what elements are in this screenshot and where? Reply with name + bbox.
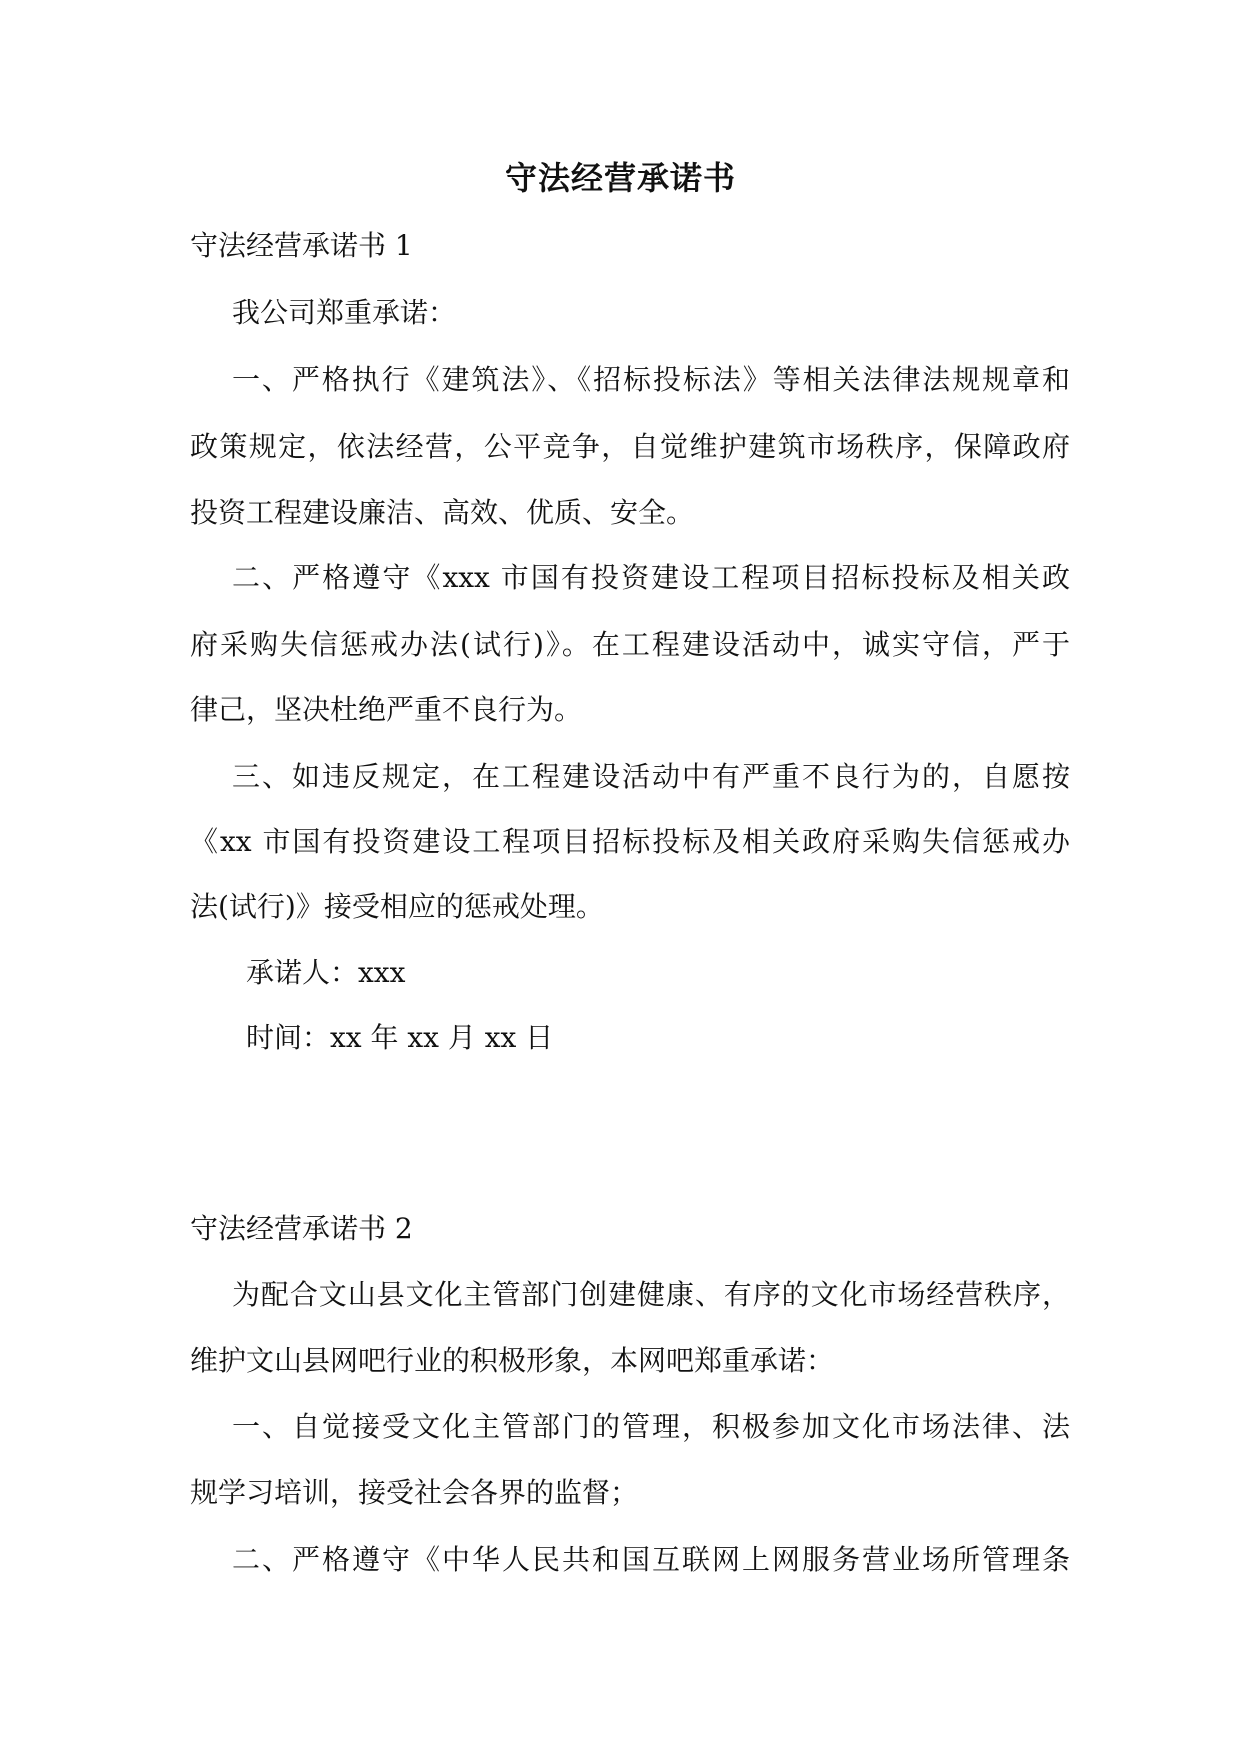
document-title: 守法经营承诺书 bbox=[504, 159, 736, 197]
section1-item3-line1: 三、如违反规定，在工程建设活动中有严重不良行为的，自愿按 bbox=[232, 760, 1070, 793]
section1-item1-line2: 政策规定，依法经营，公平竞争，自觉维护建筑市场秩序，保障政府 bbox=[190, 430, 1070, 463]
section1-heading: 守法经营承诺书 1 bbox=[190, 229, 413, 262]
section2-item2-line1: 二、严格遵守《中华人民共和国互联网上网服务营业场所管理条 bbox=[232, 1543, 1070, 1576]
section1-item1-line1: 一、严格执行《建筑法》、《招标投标法》等相关法律法规规章和 bbox=[232, 363, 1070, 396]
section2-item1-line1: 一、自觉接受文化主管部门的管理，积极参加文化市场法律、法 bbox=[232, 1410, 1070, 1443]
section1-item2-line3: 律己，坚决杜绝严重不良行为。 bbox=[190, 693, 583, 726]
section2-intro-line2: 维护文山县网吧行业的积极形象，本网吧郑重承诺： bbox=[190, 1344, 835, 1377]
section2-item1-line2: 规学习培训，接受社会各界的监督； bbox=[190, 1476, 639, 1509]
section2-intro-line1: 为配合文山县文化主管部门创建健康、有序的文化市场经营秩序， bbox=[232, 1278, 1070, 1311]
section1-intro: 我公司郑重承诺： bbox=[232, 296, 457, 329]
section1-item2-line2: 府采购失信惩戒办法(试行)》。在工程建设活动中，诚实守信，严于 bbox=[190, 628, 1070, 661]
section1-item3-line3: 法(试行)》接受相应的惩戒处理。 bbox=[190, 890, 604, 923]
section1-date: 时间：xx 年 xx 月 xx 日 bbox=[246, 1021, 554, 1054]
section1-item2-line1: 二、严格遵守《xxx 市国有投资建设工程项目招标投标及相关政 bbox=[232, 561, 1070, 594]
section2-heading: 守法经营承诺书 2 bbox=[190, 1212, 413, 1245]
section1-item1-line3: 投资工程建设廉洁、高效、优质、安全。 bbox=[190, 496, 695, 529]
section1-signer: 承诺人：xxx bbox=[246, 956, 406, 989]
section1-item3-line2: 《xx 市国有投资建设工程项目招标投标及相关政府采购失信惩戒办 bbox=[190, 825, 1070, 858]
